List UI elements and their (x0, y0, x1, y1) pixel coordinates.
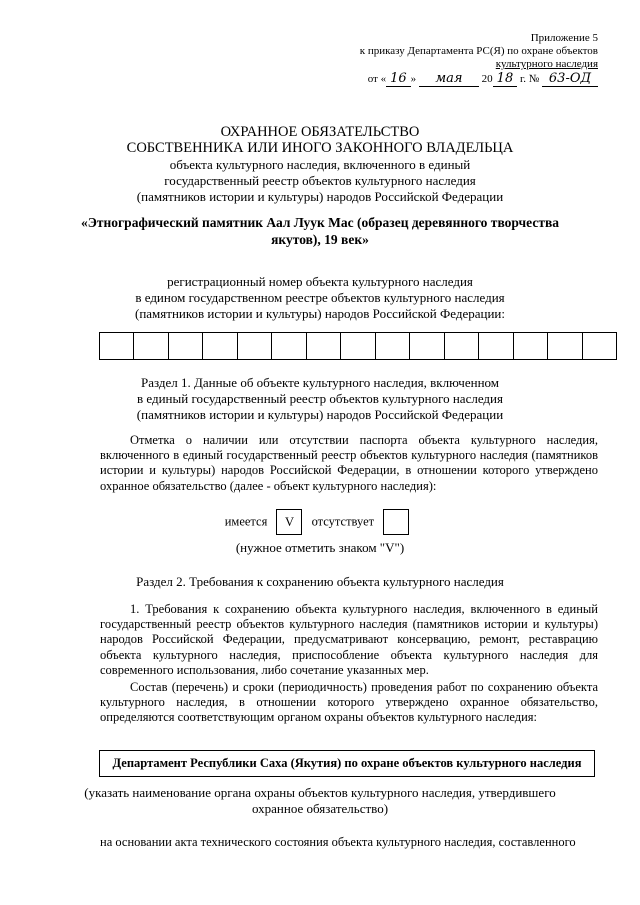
no-passport-checkbox[interactable] (383, 509, 409, 535)
technical-act-line: на основании акта технического состояния объекта культурного наследия, составленного (100, 835, 576, 849)
order-date-line (368, 71, 598, 87)
object-name-line-1: «Этнографический памятник Аал Луук Мас (образец деревянного творчества (80, 215, 559, 230)
document-title: ОХРАННОЕ ОБЯЗАТЕЛЬСТВО (220, 124, 420, 140)
order-reference: к приказу Департамента РС(Я) по охране объектов (359, 45, 598, 57)
section1-heading-1: Раздел 1. Данные об объекте культурного наследия, включенном (140, 375, 500, 390)
registration-digit-cell (238, 333, 272, 359)
appendix-label: Приложение 5 (530, 32, 598, 44)
registration-digit-cell (514, 333, 548, 359)
registration-digit-cell (376, 333, 410, 359)
has-passport-label: имеется (224, 514, 268, 529)
registration-digit-cell (548, 333, 582, 359)
registration-digit-cell (307, 333, 341, 359)
section2-heading: Раздел 2. Требования к сохранению объекта культурного наследия (136, 574, 504, 589)
section1-heading-2: в единый государственный реестр объектов культурного наследия (137, 391, 503, 406)
object-name-line-2: якутов), 19 век» (271, 232, 369, 247)
checkbox-hint: (нужное отметить знаком "V") (235, 540, 405, 555)
authority-hint-1: (указать наименование органа охраны объектов культурного наследия, утвердившего (84, 785, 556, 800)
passport-paragraph: Отметка о наличии или отсутствии паспорта объекта культурного наследия, включенного в единый государственный реестр объектов культурного наследия (памятников истории и культуры) народов Российской Федерации, в отношении которого утверждено охранное обязательство (далее - объект культурного наследия): (100, 433, 598, 493)
registration-digit-cell (272, 333, 306, 359)
registration-digit-cell (341, 333, 375, 359)
registration-text-2: в едином государственном реестре объектов культурного наследия (135, 290, 505, 305)
date-quote: » (410, 73, 417, 85)
title-subline-2: государственный реестр объектов культурного наследия (164, 173, 476, 188)
no-passport-label: отсутствует (311, 514, 375, 529)
appendix-header (360, 32, 598, 71)
registration-digit-cell (479, 333, 513, 359)
date-prefix: от « (367, 73, 387, 85)
registration-digit-cell (445, 333, 479, 359)
registration-digit-cell (410, 333, 444, 359)
registration-digit-cell (203, 333, 237, 359)
date-month: мая (419, 71, 479, 87)
registration-digit-cell (100, 333, 134, 359)
passport-checkbox-row (0, 509, 640, 535)
date-year-prefix: 20 (481, 73, 493, 85)
registration-text-3: (памятников истории и культуры) народов Российской Федерации: (135, 306, 505, 321)
order-reference-continued: культурного наследия (495, 58, 598, 70)
order-number: 63-ОД (542, 71, 598, 87)
authority-name-box: Департамент Республики Саха (Якутия) по охране объектов культурного наследия (99, 750, 595, 777)
registration-digit-cell (134, 333, 168, 359)
order-number-prefix: г. № (519, 73, 540, 85)
title-subline-3: (памятников истории и культуры) народов Российской Федерации (136, 189, 504, 204)
requirements-paragraph: 1. Требования к сохранению объекта культурного наследия, включенного в единый государственный реестр объектов культурного наследия (памятников истории и культуры) народов Российской Федерации, предусматривают консервацию, ремонт, реставрацию объекта культурного наследия, приспособление объекта культурного наследия для современного использования, либо сочетание указанных мер. (100, 602, 598, 677)
registration-number-grid (99, 332, 617, 360)
document-title-owner: СОБСТВЕННИКА ИЛИ ИНОГО ЗАКОННОГО ВЛАДЕЛЬЦА (126, 140, 514, 156)
registration-digit-cell (169, 333, 203, 359)
title-subline-1: объекта культурного наследия, включенного в единый (169, 157, 471, 172)
has-passport-checkbox[interactable]: V (276, 509, 302, 535)
date-day: 16 (386, 71, 411, 87)
registration-digit-cell (583, 333, 616, 359)
section1-heading-3: (памятников истории и культуры) народов Российской Федерации (136, 407, 504, 422)
works-paragraph: Состав (перечень) и сроки (периодичность) проведения работ по сохранению объекта культурного наследия, в отношении которого утверждено охранное обязательство, определяются соответствующим органом охраны объектов культурного наследия: (100, 680, 598, 725)
registration-text-1: регистрационный номер объекта культурного наследия (167, 274, 473, 289)
date-year: 18 (493, 71, 518, 87)
authority-hint-2: охранное обязательство) (251, 801, 389, 816)
